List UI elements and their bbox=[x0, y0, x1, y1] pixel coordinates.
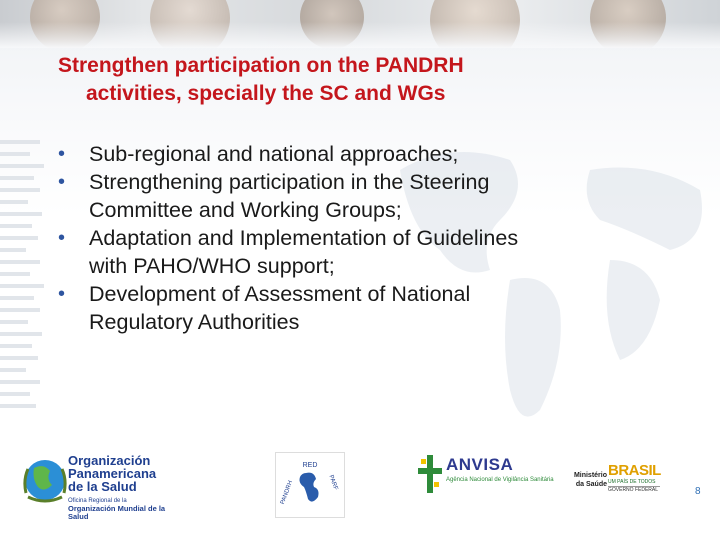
anvisa-tagline: Agência Nacional de Vigilância Sanitária bbox=[446, 477, 554, 483]
americas-map-icon bbox=[276, 453, 344, 517]
brasil-logo bbox=[608, 463, 660, 497]
bullet-text-line: Strengthening participation in the Steering bbox=[89, 170, 490, 194]
slide-title bbox=[58, 52, 618, 108]
ministerio-line-1: Ministério bbox=[573, 472, 607, 479]
arc-top-label: RED bbox=[302, 462, 318, 469]
paho-sub-line-2: Organización Mundial de la Salud bbox=[68, 504, 166, 521]
bullet-text-line: Adaptation and Implementation of Guidelines bbox=[89, 226, 519, 250]
bullet-item bbox=[58, 140, 658, 168]
paho-name-line-3: de la Salud bbox=[68, 479, 137, 494]
bullet-text-line: Committee and Working Groups; bbox=[89, 198, 402, 222]
brasil-sub: GOVERNO FEDERAL bbox=[608, 487, 659, 493]
paho-sub-line-1: Oficina Regional de la bbox=[68, 498, 127, 504]
title-line-2: activities, specially the SC and WGs bbox=[86, 82, 446, 105]
arc-right-label: PARF bbox=[327, 474, 339, 491]
title-line-1: Strengthen participation on the PANDRH bbox=[58, 54, 464, 77]
arc-left-label: PANDRH bbox=[279, 479, 295, 506]
bullet-icon: • bbox=[58, 283, 66, 305]
bullet-text-line: with PAHO/WHO support; bbox=[89, 254, 335, 278]
bullet-text-line: Development of Assessment of National bbox=[89, 282, 471, 306]
anvisa-logo bbox=[418, 453, 563, 497]
globe-icon bbox=[22, 453, 68, 511]
photo-banner bbox=[0, 0, 720, 48]
bullet-item bbox=[58, 224, 658, 280]
paho-name-line-2: Panamericana bbox=[68, 466, 157, 481]
page-number: 8 bbox=[695, 486, 701, 497]
cross-icon bbox=[418, 455, 442, 493]
bullet-text: Sub-regional and national approaches; bbox=[89, 142, 459, 166]
ministerio-logo bbox=[567, 471, 607, 495]
bullet-icon: • bbox=[58, 143, 66, 165]
anvisa-name: ANVISA bbox=[446, 455, 514, 474]
ministerio-line-2: da Saúde bbox=[575, 481, 607, 488]
red-parf-logo bbox=[275, 452, 345, 518]
paho-logo bbox=[22, 451, 182, 521]
stripe-decoration bbox=[0, 140, 50, 420]
bullet-text-line: Regulatory Authorities bbox=[89, 310, 300, 334]
bullet-list bbox=[58, 140, 658, 336]
bullet-icon: • bbox=[58, 171, 66, 193]
brasil-word: BRASIL bbox=[608, 462, 661, 479]
logo-footer bbox=[0, 443, 720, 523]
bullet-item bbox=[58, 168, 658, 224]
bullet-icon: • bbox=[58, 227, 66, 249]
brasil-tagline: UM PAÍS DE TODOS bbox=[608, 479, 656, 485]
paho-name-line-1: Organización bbox=[68, 453, 151, 468]
bullet-item bbox=[58, 280, 658, 336]
